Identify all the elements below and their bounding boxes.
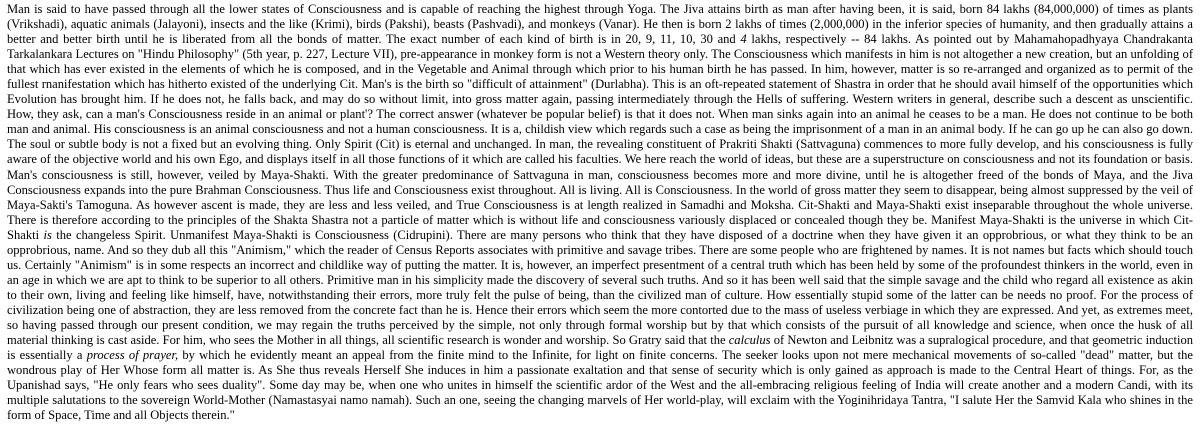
text-run: lakhs, respectively -- 84 lakhs. As pointed out by Mahamahopadhyaya Chandrakanta Tarkalankara Lectures on "Hindu Philosophy" (5th year, p. 227, Lecture VII), pre-appearance in monkey form is not a Western theory only. The Consciousness which manifests in him is not altogether a new creation, but an unfolding of that which has ever existed in the elements of which he is composed, and in the Vegetable and Animal through which prior to his human birth he has passed. In him, however, matter is so re-arranged and organized as to permit of the fullest rnanifestation which has hitherto existed of the underlying Cit. Man's is the birth so "difficult of attainment" (Durlabha). This is an oft-repeated statement of Shastra in order that he should avail himself of the opportunities which Evolution has brought him. If he does not, he falls back, and may do so without limit, into gross matter again, passing intermediately through the Hells of suffering. Western writers in general, describe such a descent as unscientific. How, they ask, can a man's Consciousness reside in an animal or plant'? The correct answer (whatever be popular belief) is that it does not. When man sinks again into an animal he ceases to be a man. He does not continue to be both man and animal. His consciousness is an animal consciousness and not a human consciousness. It is a, childish view which regards such a case as being the imprisonment of a man in an animal body. If he can go up he can also go down. The soul or subtle body is not a fixed but an evolving thing. Only Spirit (Cit) is eternal and unchanged. In man, the revealing constituent of Prakriti Shakti (Sattvaguna) commences to more fully develop, and his consciousness is fully aware of the objective world and his own Ego, and displays itself in all those functions of it which are called his faculties. We here reach the world of ideas, but these are a superstructure on consciousness and not its foundation or basis. Man's consciousness is still, however, veiled by Maya-Shakti. With the greater predominance of Sattvaguna in man, consciousness becomes more and more divine, until he is altogether freed of the bonds of Maya, and the Jiva Consciousness expands into the pure Brahman Consciousness. Thus life and Consciousness exist throughout. All is living. All is Consciousness. In the world of gross matter they seem to disappear, being almost suppressed by the veil of Maya-Sakti's Tamoguna. As however ascent is made, they are less and less veiled, and True Consciousness is at length realized in Samadhi and Moksha. Cit-Shakti and Maya-Shakti exist inseparable throughout the whole universe. There is therefore according to the principles of the Shakta Shastra not a particle of matter which is without life and consciousness variously displaced or concealed though they be. Manifest Maya-Shakti is the universe in which Cit-Shakti bbox=[7, 32, 1193, 242]
text-run: the changeless Spirit. Unmanifest Maya-Shakti is Consciousness (Cidrupini). There are many persons who think that they have disposed of a doctrine when they have given it an opprobrious, or what they think to be an opprobrious, name. And so they dub all this "Animism," which the reader of Census Reports associates with primitive and savage tribes. There are some people who are frightened by names. It is not names but facts which should touch us. Certainly "Animism" is in some respects an incorrect and childlike way of putting the matter. It is, however, an imperfect presentment of a central truth which has been held by some of the profoundest thinkers in the world, even in an age in which we are apt to think to be superior to all others. Primitive man in his simplicity made the discovery of several such truths. And so it has been well said that the simple savage and the child who regard all existence as akin to their own, living and feeling like himself, have, notwithstanding their errors, more truly felt the pulse of being, than the civilized man of culture. How essentially stupid some of the latter can be needs no proof. For the process of civilization being one of abstraction, they are less removed from the concrete fact than he is. Hence their errors which seem the more contorted due to the mass of useless verbiage in which they are expressed. And yet, as extremes meet, so having passed through our present condition, we may regain the truths perceived by the simple, not only through formal worship but by that which consists of the pursuit of all knowledge and science, when once the husk of all material thinking is cast aside. For him, who sees the Mother in all things, all scientific research is wonder and worship. So Gratry said that the bbox=[7, 227, 1194, 348]
italic-text: is bbox=[43, 227, 52, 242]
text-run: Man is said to have passed through all the lower states of Consciousness and is capable of reaching the highest through Yoga. The Jiva attains birth as man after having been, it is said, born 84 lakhs (84,000,000) of times as plants (Vrikshadi), aquatic animals (Jalayoni), insects and the like (Krimi), birds (Pakshi), beasts (Pashvadi), and monkeys (Vanar). He then is born 2 lakhs of times (2,000,000) in the inferior species of humanity, and then gradually attains a better and better birth until he is liberated from all the bonds of matter. The exact number of each kind of birth is in 20, 9, 11, 10, 30 and bbox=[7, 2, 1193, 47]
italic-text: process of prayer, bbox=[86, 348, 179, 363]
body-paragraph bbox=[7, 2, 1193, 423]
italic-text: calculus bbox=[728, 333, 771, 348]
text-run: of Newton and Leibnitz was a supralogical procedure, and that geometric induction is essentially a bbox=[7, 333, 1194, 363]
text-run: by which he evidently meant an appeal from the finite mind to the Infinite, for light on finite concerns. The seeker looks upon not mere mechanical movements of so-called "dead" matter, but the wondrous play of Her Whose form all matter is. As She thus reveals Herself She induces in him a passionate exaltation and that sense of security which is only gained as approach is made to the Central Heart of things. For, as the Upanishad says, "He only fears who sees duality". Some day may be, when one who unites in himself the scientific ardor of the West and the all-embracing religious feeling of India will create another and a modern Candi, with its multiple salutations to the sovereign World-Mother (Namastasyai namo namah). Such an one, seeing the changing marvels of Her world-play, will exclaim with the Yoginihridaya Tantra, "I salute Her the Samvid Kala who shines in the form of Space, Time and all Objects therein." bbox=[7, 348, 1193, 423]
italic-text: 4 bbox=[740, 32, 747, 47]
